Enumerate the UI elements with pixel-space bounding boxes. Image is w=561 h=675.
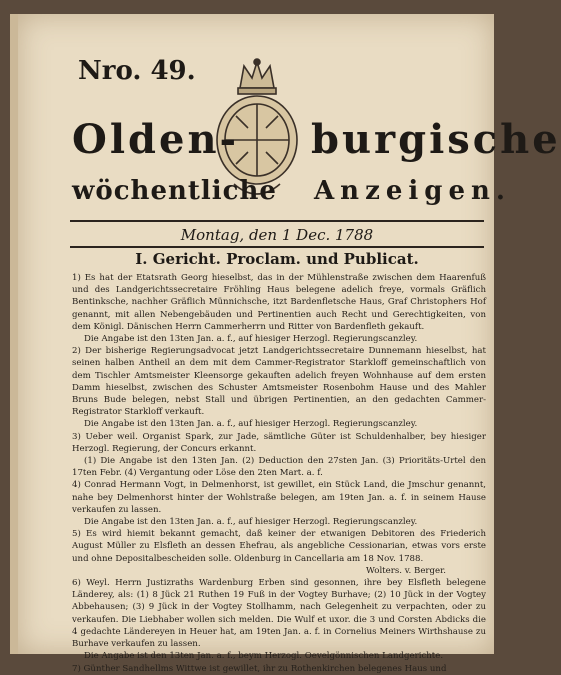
article-body xyxy=(72,272,486,675)
paragraph: (1) Die Angabe ist den 13ten Jan. (2) Deduction den 27sten Jan. (3) Prioritäts-Urtel den 17ten Febr. (4) Vergantung oder Löse den 2ten Mart. a. f. xyxy=(72,456,486,479)
rule-top xyxy=(70,220,484,222)
paragraph: 7) Günther Sandhellms Wittwe ist gewillet, ihr zu Rothenkirchen belegenes Haus und xyxy=(72,663,447,674)
paragraph: 2) Der bisherige Regierungsadvocat jetzt Landgerichtssecretaire Dunnemann hieselbst, hat seinen halben Antheil an dem mit dem Cammer-Registrator Starkloff gemeinschaftlich von dem Tischler Amtsmeister Kleensorge gekauften adelich freyen Wohnhause auf dem ersten Damm hieselbst, zwischen des Schuster Amtsmeister Rosenbohm Hause und des Mahler Bruns Bude belegen, nebst Stall und übrigen Pertinentien, an den gedachten Cammer-Registrator Starkloff verkauft. xyxy=(72,346,486,418)
paragraph: Die Angabe ist den 13ten Jan. a. f., auf hiesiger Herzogl. Regierungscanzley. xyxy=(84,334,418,345)
paragraph: 3) Ueber weil. Organist Spark, zur Jade, sämtliche Güter ist Schuldenhalber, bey hiesiger Herzogl. Regierung, der Concurs erkannt. xyxy=(72,431,486,454)
paragraph: 6) Weyl. Herrn Justizraths Wardenburg Erben sind gesonnen, ihre bey Elsfleth belegene Länderey, als: (1) 8 Jück 21 Ruthen 19 Fuß in der Vogtey Burhave; (2) 10 Jück in der Vogtey Abbehausen; (3) 9 Jück in der Vogtey Stollhamm, nach Gelegenheit zu verpachten, oder zu verkaufen. Die Liebhaber wollen sich melden. Die Wulf et uxor. die 3 und Corsten Abdicks die 4 gedachte Ländereyen in Heuer hat, am 19ten Jan. a. f. in Cornelius Meiners Wirthshause zu Burhave verkaufen zu lassen. xyxy=(72,578,486,650)
masthead-left-bottom: wöchentliche xyxy=(72,176,277,206)
paragraph: Die Angabe ist den 13ten Jan. a. f., beym Herzogl. Oevelgönnischen Landgerichte. xyxy=(84,651,444,662)
paragraph: Die Angabe ist den 13ten Jan. a. f., auf hiesiger Herzogl. Regierungscanzley. xyxy=(84,517,418,528)
masthead-right-bottom: Anzeigen. xyxy=(314,176,511,206)
rule-bottom xyxy=(70,246,484,248)
issue-date: Montag, den 1 Dec. 1788 xyxy=(180,226,374,244)
paragraph: 4) Conrad Hermann Vogt, in Delmenhorst, ist gewillet, ein Stück Land, die Jmschur genannt, nahe bey Delmenhorst hinter der Wohlstraße belegen, am 19ten Jan. a. f. in seinem Hause verkaufen zu lassen. xyxy=(72,480,486,515)
signature-line: Wolters. v. Berger. xyxy=(366,565,446,576)
newspaper-page xyxy=(10,14,561,674)
masthead-left-top: Olden- xyxy=(72,116,240,163)
masthead-right-top: burgische xyxy=(311,116,561,163)
paragraph: Die Angabe ist den 13ten Jan. a. f., auf hiesiger Herzogl. Regierungscanzley. xyxy=(84,419,418,430)
section-heading: I. Gericht. Proclam. und Publicat. xyxy=(135,250,419,268)
paragraph: 5) Es wird hiemit bekannt gemacht, daß keiner der etwanigen Debitoren des Friederich August Müller zu Elsfleth an dessen Ehefrau, als angebliche Cessionarian, etwas vors erste und ohne Depositalbescheiden solle. Oldenburg in Cancellaria am 18 Nov. 1788. xyxy=(72,529,486,564)
paragraph: 1) Es hat der Etatsrath Georg hieselbst, das in der Mühlenstraße zwischen dem Haarenfuß und des Landgerichtssecretaire Fröhling Haus belegene adelich freye, vormals Gräflich Bentinksche, nachher Gräflich Münnichsche, itzt Bardenfletsche Haus, Graf Christophers Hof genannt, mit allen Nebengebäuden und Pertinentien auch Recht und Gerechtigkeiten, von dem Königl. Dänischen Herrn Cammerherrn und Ritter von Bardenfleth gekauft. xyxy=(72,273,486,332)
issue-number: Nro. 49. xyxy=(78,56,196,86)
